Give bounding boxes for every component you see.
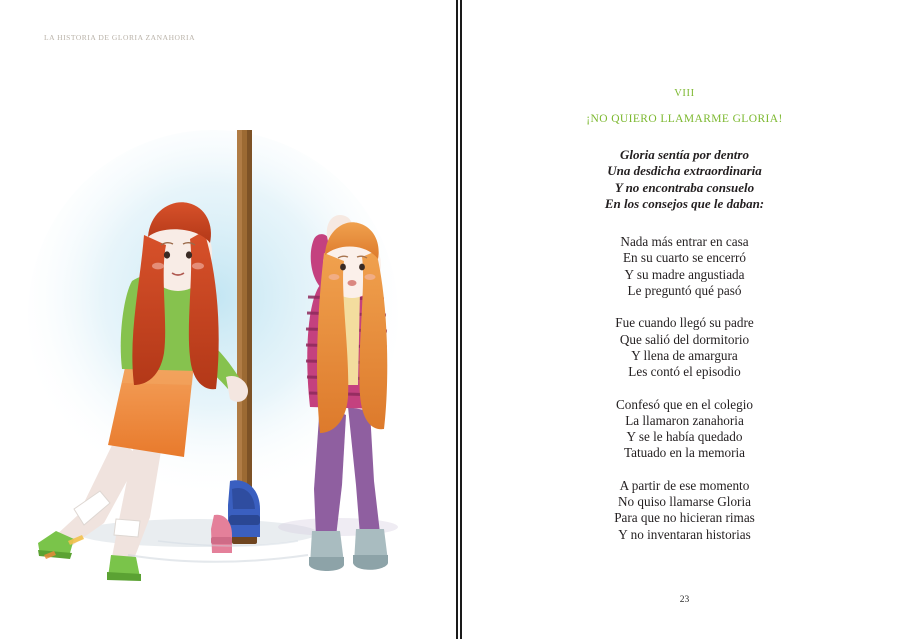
poem-line: Gloria sentía por dentro bbox=[620, 147, 749, 162]
poem-title: ¡NO QUIERO LLAMARME GLORIA! bbox=[586, 113, 783, 125]
poem-line: Y se le había quedado bbox=[626, 429, 743, 445]
poem-line: Tatuado en la memoria bbox=[623, 445, 745, 461]
poem-line: En su cuarto se encerró bbox=[622, 250, 747, 266]
poem-line: La llamaron zanahoria bbox=[625, 412, 744, 428]
poem-line: Para que no hicieran rimas bbox=[614, 510, 755, 526]
poem-line: Y no encontraba consuelo bbox=[614, 179, 755, 195]
poem-line: A partir de ese momento bbox=[619, 477, 750, 493]
poem bbox=[460, 88, 909, 559]
right-page bbox=[460, 0, 909, 639]
running-head: LA HISTORIA DE GLORIA ZANAHORIA bbox=[44, 33, 196, 42]
poem-line: Y su madre angustiada bbox=[624, 266, 745, 282]
poem-stanza bbox=[460, 315, 909, 380]
poem-stanza-intro bbox=[460, 147, 909, 212]
poem-line: Que salió del dormitorio bbox=[619, 331, 750, 347]
poem-line: Y llena de amargura bbox=[631, 347, 738, 363]
poem-line: Fue cuando llegó su padre bbox=[615, 315, 754, 331]
poem-line: Confesó que en el colegio bbox=[616, 396, 753, 412]
poem-line: En los consejos que le daban: bbox=[604, 195, 765, 211]
illustration bbox=[8, 85, 440, 612]
poem-line: Le preguntó qué pasó bbox=[627, 283, 742, 299]
poem-stanza bbox=[460, 397, 909, 462]
poem-stanza bbox=[460, 478, 909, 543]
poem-line: No quiso llamarse Gloria bbox=[618, 494, 751, 510]
poem-number: VIII bbox=[674, 88, 695, 99]
spine-line-left bbox=[456, 0, 458, 639]
poem-stanza bbox=[460, 234, 909, 299]
poem-line: Una desdicha extraordinaria bbox=[607, 163, 762, 179]
poem-line: Y no inventaran historias bbox=[618, 526, 751, 542]
poem-line: Nada más entrar en casa bbox=[620, 234, 749, 250]
page-number: 23 bbox=[679, 595, 690, 605]
poem-line: Les contó el episodio bbox=[628, 364, 741, 380]
